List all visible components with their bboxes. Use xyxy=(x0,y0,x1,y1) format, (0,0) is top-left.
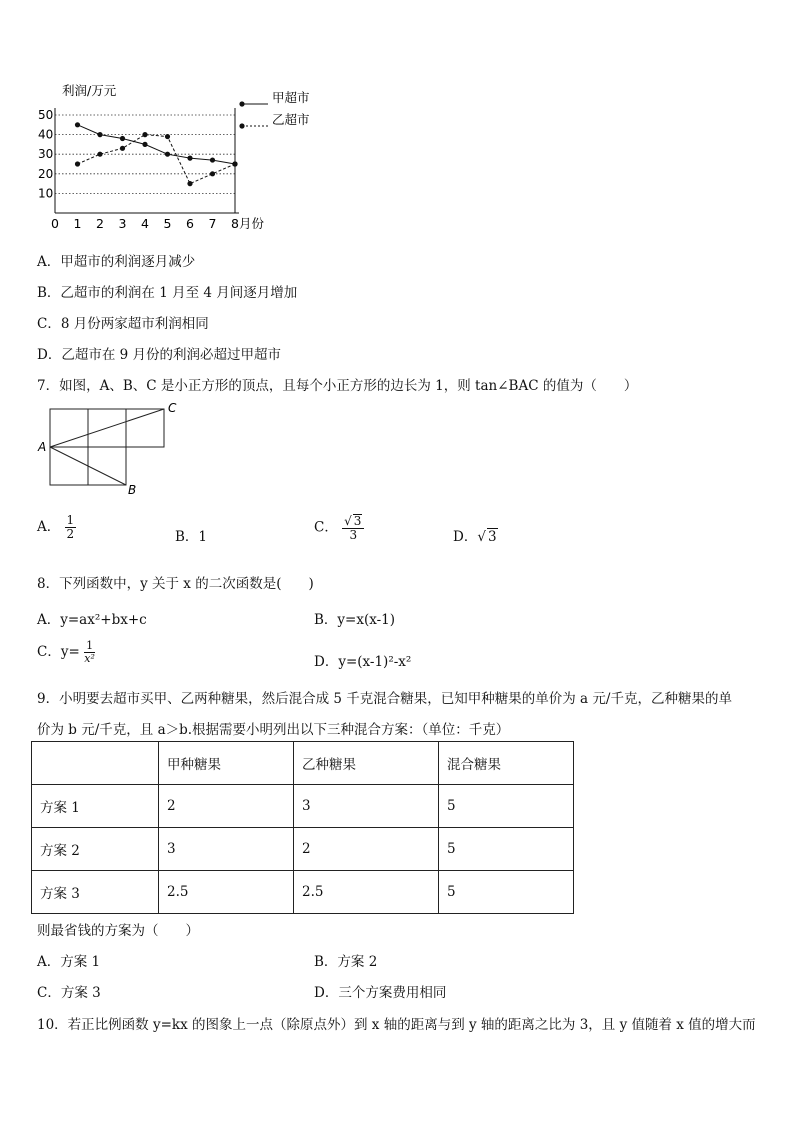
q8-option-c-label: C．y= xyxy=(37,644,80,661)
y-tick-label: 10 xyxy=(38,186,54,201)
table-cell: 方案 2 xyxy=(32,828,159,871)
q8-option-b: B．y=x(x-1) xyxy=(314,612,396,628)
data-point xyxy=(97,152,102,157)
q6-option-a: A．甲超市的利润逐月减少 xyxy=(37,254,196,270)
q6-option-c: C．8 月份两家超市利润相同 xyxy=(37,316,209,332)
data-point xyxy=(142,142,147,147)
x-tick-label: 8 xyxy=(231,216,239,231)
q7-option-c xyxy=(314,514,364,542)
fraction-numerator: 1 xyxy=(66,513,75,527)
data-point xyxy=(97,132,102,137)
data-point xyxy=(210,157,215,162)
q10-stem: 10．若正比例函数 y=kx 的图象上一点（除原点外）到 x 轴的距离与到 y 轴的距离之比为 3，且 y 值随着 x 值的增大而 xyxy=(37,1017,756,1033)
x-tick-label: 6 xyxy=(186,216,194,231)
q8-option-a: A．y=ax²+bx+c xyxy=(37,612,147,628)
square-top-right xyxy=(126,409,164,447)
table-cell: 方案 1 xyxy=(32,785,159,828)
legend-marker xyxy=(239,101,244,106)
table-row xyxy=(32,828,574,871)
x-tick-label: 7 xyxy=(208,216,217,231)
q8-option-c-fraction xyxy=(84,640,95,665)
x-tick-label: 1 xyxy=(73,216,82,231)
data-point xyxy=(75,161,80,166)
table-cell: 5 xyxy=(439,828,574,871)
q8-option-d: D．y=(x-1)²-x² xyxy=(314,654,412,670)
legend-marker xyxy=(239,123,244,128)
table-header-cell: 甲种糖果 xyxy=(159,742,294,785)
x-tick-label: 0 xyxy=(51,216,59,231)
fraction-numerator: 1 xyxy=(86,639,94,652)
data-point xyxy=(165,134,170,139)
q7-grid-figure xyxy=(34,398,194,498)
q7-option-a-label: A． xyxy=(37,519,61,536)
label-a: A xyxy=(38,440,47,454)
data-point xyxy=(75,122,80,127)
table-header-cell xyxy=(32,742,159,785)
table-header-cell: 乙种糖果 xyxy=(294,742,439,785)
x-tick-label: 4 xyxy=(141,216,149,231)
q7-option-c-fraction xyxy=(342,514,364,542)
data-point xyxy=(187,181,192,186)
x-tick-label: 5 xyxy=(163,216,172,231)
table-cell: 2 xyxy=(294,828,439,871)
data-point xyxy=(120,146,125,151)
q9-option-a: A．方案 1 xyxy=(37,954,101,970)
table-cell: 2.5 xyxy=(294,871,439,914)
q9-stem-line1: 9．小明要去超市买甲、乙两种糖果，然后混合成 5 千克混合糖果，已知甲种糖果的单价为 a 元/千克，乙种糖果的单 xyxy=(37,691,732,707)
y-tick-label: 50 xyxy=(38,108,54,122)
table-header-cell: 混合糖果 xyxy=(439,742,574,785)
q7-option-c-label: C． xyxy=(314,519,338,536)
label-c: C xyxy=(168,401,177,415)
x-tick-label: 3 xyxy=(118,216,127,231)
q8-stem: 8．下列函数中，y 关于 x 的二次函数是( ) xyxy=(37,576,314,592)
segment-ac xyxy=(50,409,164,447)
q8-option-c xyxy=(37,640,95,665)
data-point xyxy=(210,171,215,176)
square-bottom-left xyxy=(50,447,88,485)
table-row xyxy=(32,871,574,914)
q9-option-c: C．方案 3 xyxy=(37,985,101,1001)
data-point xyxy=(165,152,170,157)
fraction-numerator: √ 3 xyxy=(342,514,364,529)
table-cell: 5 xyxy=(439,871,574,914)
q7-option-a xyxy=(37,514,76,541)
x-tick-label: 2 xyxy=(96,216,104,231)
table-cell: 3 xyxy=(294,785,439,828)
q6-option-b: B．乙超市的利润在 1 月至 4 月间逐月增加 xyxy=(37,285,298,301)
data-point xyxy=(142,132,147,137)
fraction-denominator: 3 xyxy=(349,528,358,543)
square-top-left xyxy=(50,409,88,447)
data-point xyxy=(187,156,192,161)
label-b: B xyxy=(128,483,137,497)
q9-option-d: D．三个方案费用相同 xyxy=(314,985,447,1001)
y-tick-label: 20 xyxy=(38,166,54,181)
sqrt-radicand: 3 xyxy=(487,529,497,545)
data-point xyxy=(232,161,237,166)
q7-option-b: B．1 xyxy=(175,529,208,545)
q9-question: 则最省钱的方案为（ ） xyxy=(37,923,199,939)
q6-option-d: D．乙超市在 9 月份的利润必超过甲超市 xyxy=(37,347,281,363)
q7-stem: 7．如图，A、B、C 是小正方形的顶点，且每个小正方形的边长为 1，则 tan∠BAC 的值为（ ） xyxy=(37,378,638,394)
square-bottom-mid xyxy=(88,447,126,485)
sqrt-sign: √ xyxy=(477,529,486,545)
table-cell: 5 xyxy=(439,785,574,828)
q9-plan-table xyxy=(31,741,574,914)
fraction-denominator: x² xyxy=(84,652,95,666)
legend-label: 甲超市 xyxy=(272,90,310,105)
y-axis-label: 利润/万元 xyxy=(62,83,117,98)
table-cell: 3 xyxy=(159,828,294,871)
q7-option-d xyxy=(453,525,498,545)
data-point xyxy=(120,136,125,141)
sqrt-radicand: 3 xyxy=(353,514,362,528)
legend-label: 乙超市 xyxy=(272,112,310,127)
table-cell: 2 xyxy=(159,785,294,828)
q9-stem-line2: 价为 b 元/千克，且 a＞b.根据需要小明列出以下三种混合方案：（单位：千克） xyxy=(37,722,510,738)
q9-option-b: B．方案 2 xyxy=(314,954,378,970)
table-cell: 方案 3 xyxy=(32,871,159,914)
table-cell: 2.5 xyxy=(159,871,294,914)
q7-option-d-label: D． xyxy=(453,529,478,545)
y-tick-label: 40 xyxy=(38,127,54,142)
profit-line-chart xyxy=(0,0,794,240)
table-row xyxy=(32,785,574,828)
x-axis-label: 月份 xyxy=(239,216,265,231)
fraction-denominator: 2 xyxy=(66,527,75,542)
table-header-row xyxy=(32,742,574,785)
q7-option-a-fraction xyxy=(65,514,77,541)
y-tick-label: 30 xyxy=(38,147,54,162)
